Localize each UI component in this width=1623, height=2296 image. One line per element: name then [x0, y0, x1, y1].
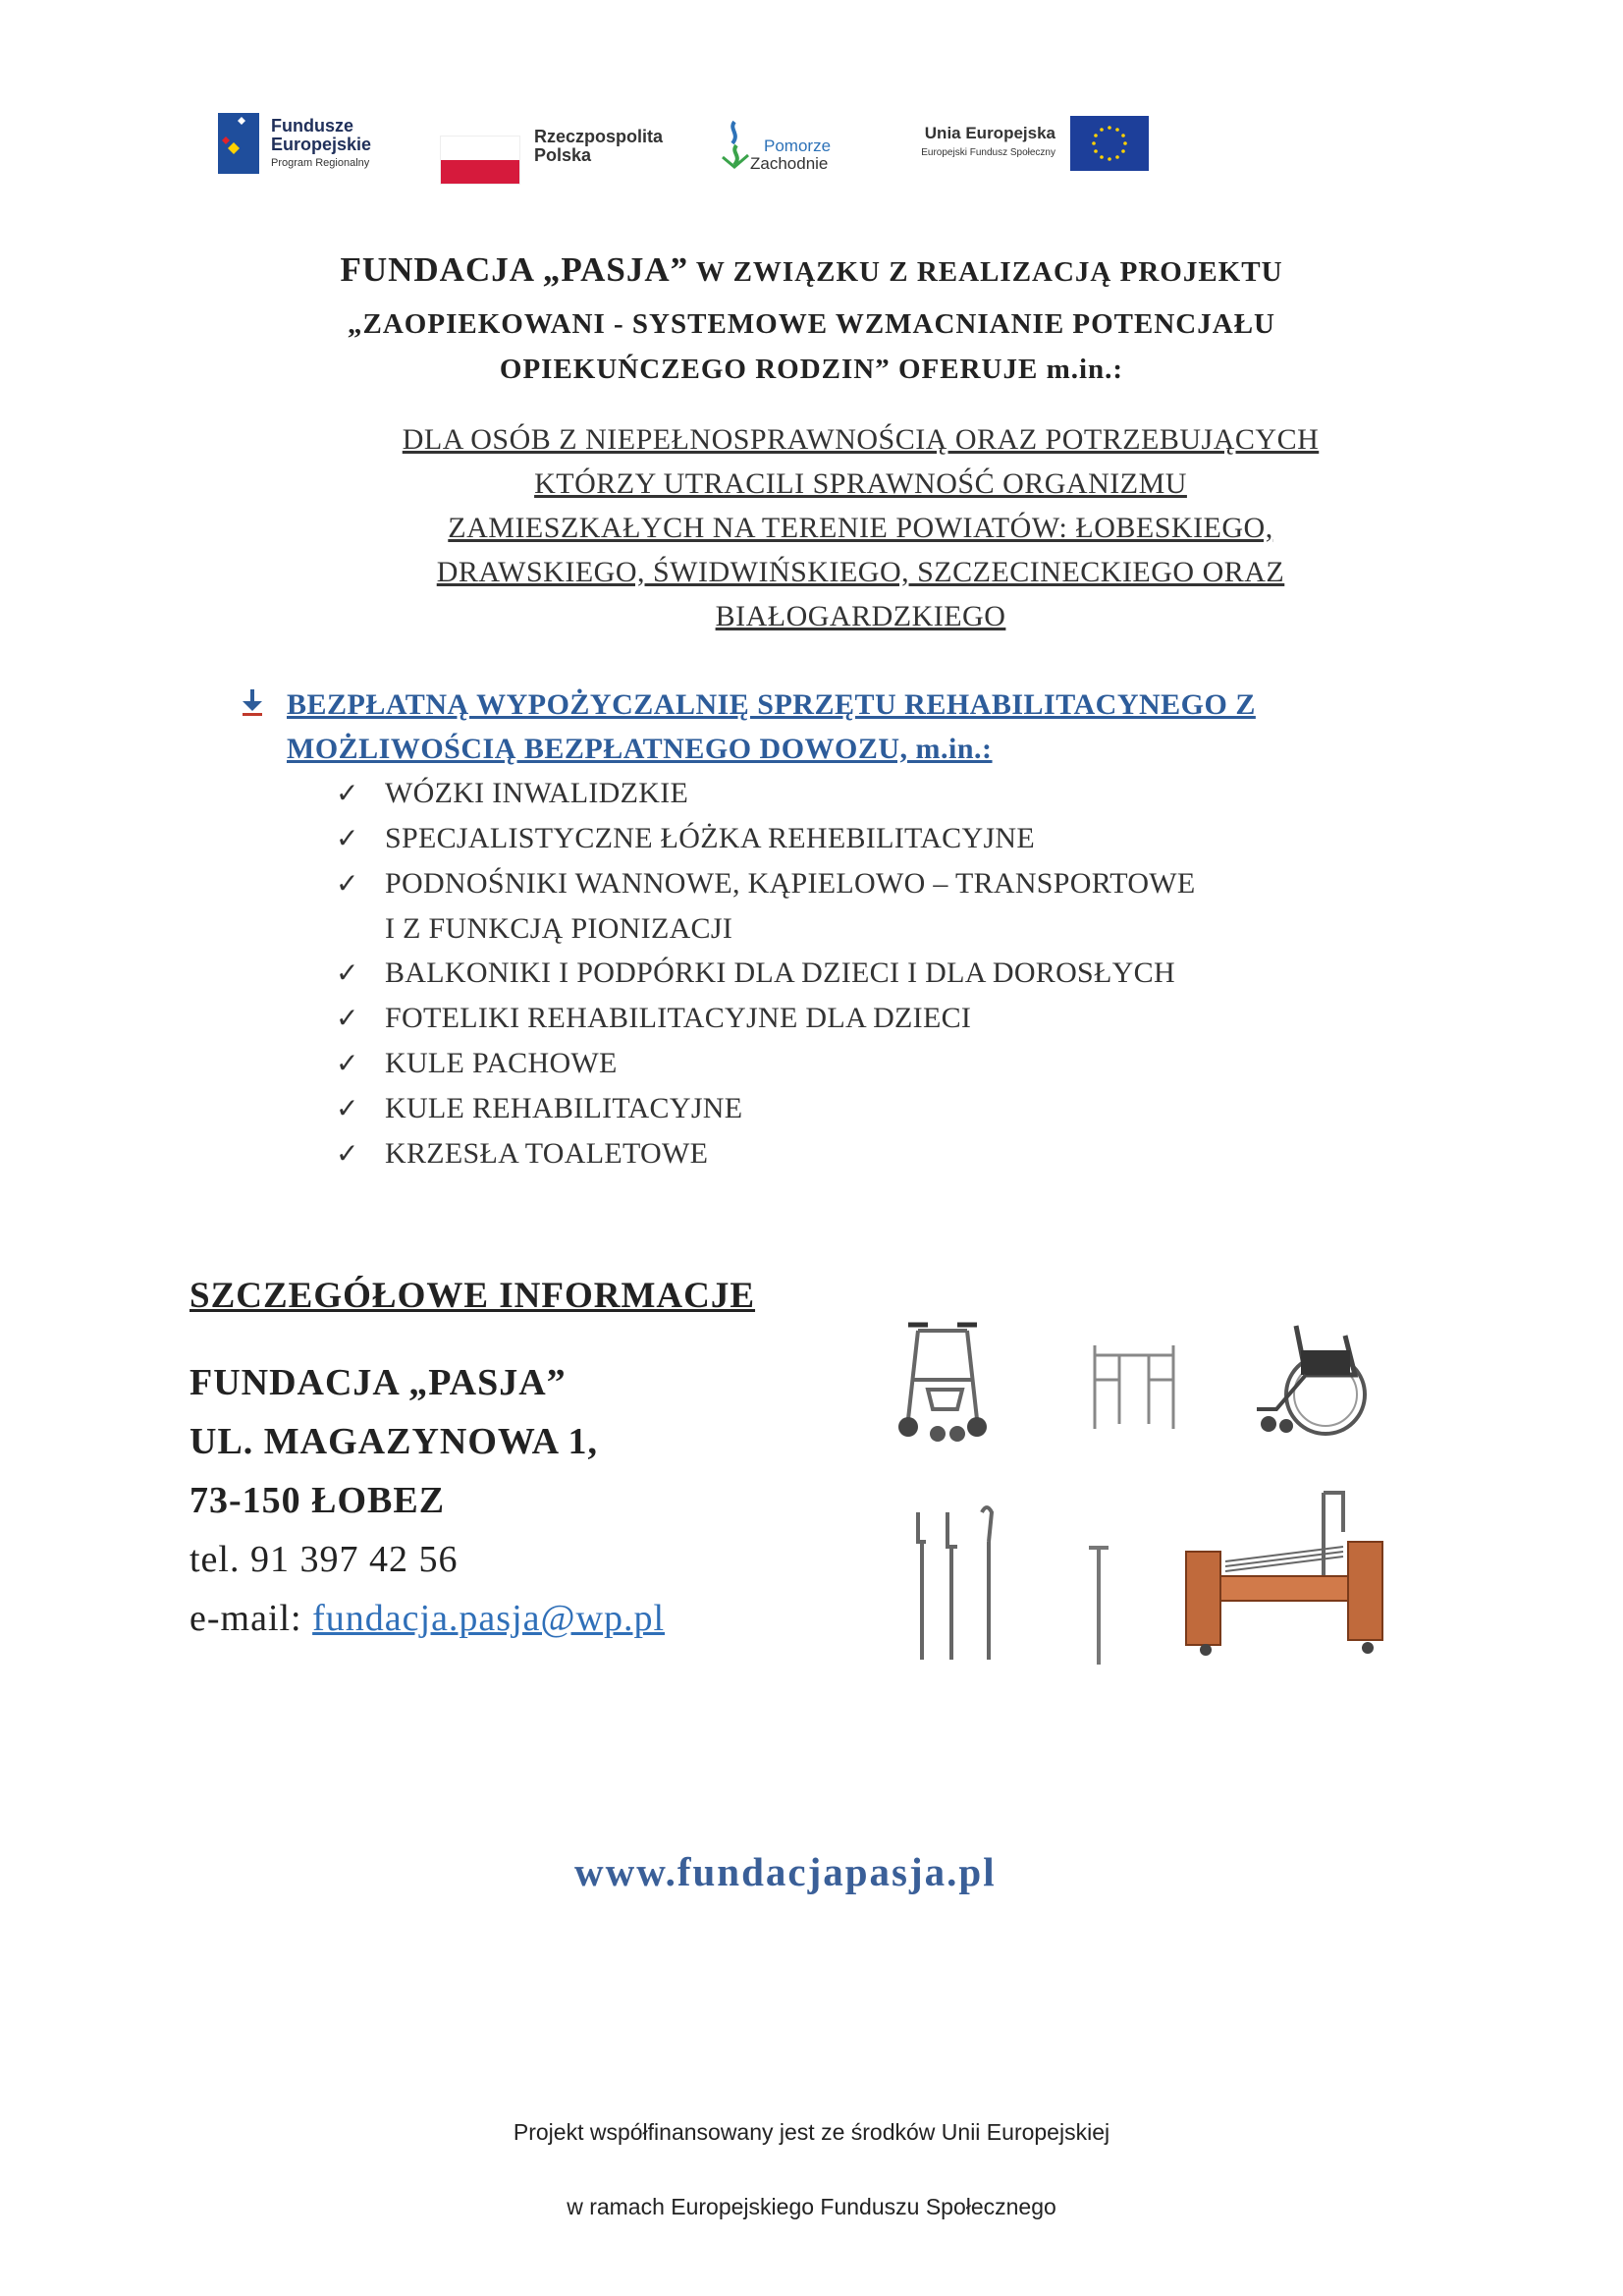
- target-line: ZAMIESZKAŁYCH NA TERENIE POWIATÓW: ŁOBESKIEGO,: [448, 512, 1273, 544]
- main-heading-line1: [0, 250, 1623, 290]
- wheelchair-image: [1247, 1316, 1384, 1444]
- list-item: ✓ KULE REHABILITACYJNE: [336, 1086, 1196, 1131]
- checkmark-icon: ✓: [336, 1004, 359, 1034]
- checkmark-icon: ✓: [336, 1139, 359, 1170]
- list-item: ✓ PODNOŚNIKI WANNOWE, KĄPIELOWO – TRANSPORTOWE: [336, 861, 1196, 906]
- checkmark-icon: ✓: [336, 824, 359, 854]
- checkmark-icon: ✓: [336, 779, 359, 809]
- fe-line3: Program Regionalny: [271, 157, 370, 169]
- checkmark-icon: ✓: [336, 958, 359, 989]
- ue-line1: Unia Europejska: [924, 124, 1055, 142]
- email-link[interactable]: fundacja.pasja@wp.pl: [312, 1598, 666, 1639]
- target-line: KTÓRZY UTRACILI SPRAWNOŚĆ ORGANIZMU: [534, 467, 1187, 500]
- contact-block: [189, 1353, 665, 1648]
- checkmark-icon: ✓: [336, 869, 359, 900]
- fe-logo-icon: [218, 113, 259, 174]
- polish-flag-icon: [440, 136, 520, 185]
- rollator-image: [889, 1311, 997, 1449]
- contact-street: UL. MAGAZYNOWA 1,: [189, 1421, 599, 1462]
- website-link[interactable]: www.fundacjapasja.pl: [574, 1849, 997, 1894]
- fe-line2: Europejskie: [271, 135, 372, 154]
- list-item: ✓ KULE PACHOWE: [336, 1041, 1196, 1086]
- list-item: ✓ KRZESŁA TOALETOWE: [336, 1131, 1196, 1176]
- eu-flag-icon: [1070, 116, 1149, 171]
- rp-line1: Rzeczpospolita: [534, 127, 664, 146]
- footer-line2: w ramach Europejskiego Funduszu Społecznego: [567, 2194, 1056, 2219]
- list-item-continuation: I Z FUNKCJĄ PIONIZACJI: [385, 912, 733, 945]
- target-line: DLA OSÓB Z NIEPEŁNOSPRAWNOŚCIĄ ORAZ POTRZEBUJĄCYCH: [402, 423, 1320, 456]
- fe-line1: Fundusze: [271, 116, 353, 136]
- offer-line2: MOŻLIWOŚCIĄ BEZPŁATNEGO DOWOZU, m.in.:: [287, 733, 993, 765]
- target-group: [49, 417, 1623, 638]
- pz-line2: Zachodnie: [750, 154, 829, 173]
- contact-email-row: [189, 1589, 665, 1648]
- cane-image: [1085, 1542, 1114, 1669]
- heading-foundation-name: FUNDACJA „PASJA”: [340, 250, 689, 289]
- offer-heading: [287, 683, 1256, 771]
- crutches-image: [908, 1503, 1016, 1669]
- ue-line2: Europejski Fundusz Społeczny: [921, 147, 1055, 158]
- contact-name: FUNDACJA „PASJA”: [189, 1362, 567, 1403]
- pz-line1: Pomorze: [764, 137, 832, 155]
- checkmark-icon: ✓: [336, 1049, 359, 1079]
- list-item: ✓ BALKONIKI I PODPÓRKI DLA DZIECI I DLA DOROSŁYCH: [336, 951, 1196, 996]
- main-heading-line2: „ZAOPIEKOWANI - SYSTEMOWE WZMACNIANIE POTENCJAŁU: [348, 308, 1275, 340]
- checkmark-icon: ✓: [336, 1094, 359, 1124]
- footer-line1: Projekt współfinansowany jest ze środków Unii Europejskiej: [513, 2119, 1110, 2145]
- contact-heading: SZCZEGÓŁOWE INFORMACJE: [189, 1276, 756, 1316]
- contact-city: 73-150 ŁOBEZ: [189, 1480, 446, 1521]
- email-label: e-mail:: [189, 1598, 313, 1639]
- rehabilitation-bed-image: [1176, 1483, 1392, 1660]
- offer-bullet-icon: [241, 687, 264, 722]
- list-item: ✓ FOTELIKI REHABILITACYJNE DLA DZIECI: [336, 996, 1196, 1041]
- heading-part2: W ZWIĄZKU Z REALIZACJĄ PROJEKTU: [688, 256, 1283, 288]
- pomorze-zachodnie-icon: [715, 116, 754, 171]
- target-line: DRAWSKIEGO, ŚWIDWIŃSKIEGO, SZCZECINECKIEGO ORAZ: [436, 556, 1285, 588]
- target-line: BIAŁOGARDZKIEGO: [715, 600, 1006, 632]
- contact-phone: tel. 91 397 42 56: [189, 1539, 459, 1580]
- list-item: ✓ WÓZKI INWALIDZKIE: [336, 771, 1196, 816]
- offer-line1: BEZPŁATNĄ WYPOŻYCZALNIĘ SPRZĘTU REHABILITACYNEGO Z: [287, 688, 1256, 721]
- walking-frame-image: [1085, 1336, 1183, 1434]
- rp-line2: Polska: [534, 145, 592, 165]
- equipment-list: [336, 771, 1196, 1176]
- main-heading-line3: OPIEKUŃCZEGO RODZIN” OFERUJE m.in.:: [499, 354, 1124, 385]
- list-item: ✓ SPECJALISTYCZNE ŁÓŻKA REHEBILITACYJNE: [336, 816, 1196, 861]
